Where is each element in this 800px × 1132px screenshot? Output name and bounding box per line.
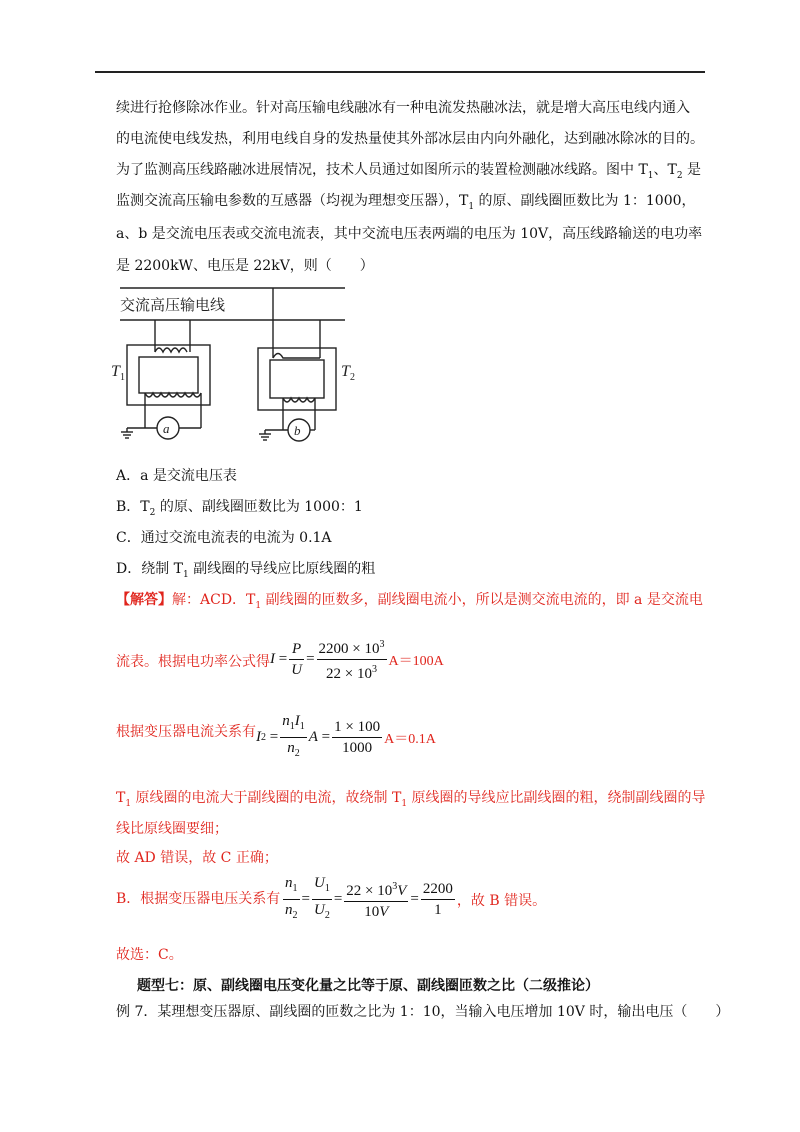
t2-label: T xyxy=(341,363,350,380)
option-d: D．绕制 $T_1$ 副线圈的导线应比原线圈的粗 xyxy=(116,561,376,580)
answer-line-4: $T_1$ 原线圈的电流大于副线圈的电流，故绕制 $T_1$ 原线圈的导线应比副线圈的粗，绕制副线圈的导 xyxy=(116,790,706,809)
equation-current-ratio: I 2 = $\frac{n_1I_1}{n_2}$ A = $\frac{1 \times 100}{1000}$ A＝0.1A xyxy=(256,713,436,759)
section-heading: 题型七：原、副线圈电压变化量之比等于原、副线圈匝数之比（二级推论） xyxy=(137,978,599,994)
problem-line-3: 为了监测高压线路融冰进展情况，技术人员通过如图所示的装置检测融冰线路。图中 $T_1$、$T_2$ 是 xyxy=(116,162,702,181)
problem-line-5: a、b 是交流电压表或交流电流表，其中交流电压表两端的电压为 10V，高压线路输送的电功率 xyxy=(116,226,703,242)
t1-label: T xyxy=(111,363,120,380)
figure-label: 交流高压输电线 xyxy=(120,296,226,314)
problem-line-1: 续进行抢修除冰作业。针对高压输电线融冰有一种电流发热融冰法，就是增大高压电线内通入 xyxy=(116,100,690,116)
meter-b-label: b xyxy=(294,423,301,438)
t2-core-inner xyxy=(270,360,324,398)
answer-line-1: 【解答】解：ACD．$T_1$ 副线圈的匝数多，副线圈电流小，所以是测交流电流的，即 a 是交流电 xyxy=(116,592,703,611)
answer-conclusion: 故选：C。 xyxy=(116,947,183,963)
example-7: 例 7．某理想变压器原、副线圈的匝数之比为 1：10，当输入电压增加 10V 时，输出电压（ ） xyxy=(116,1004,730,1020)
problem-line-4: 监测交流高压输电参数的互感器（均视为理想变压器），$T_1$ 的原、副线圈匝数比为 1：1000， xyxy=(116,193,696,212)
meter-a-label: a xyxy=(163,421,170,436)
t1-label-sub: 1 xyxy=(120,372,125,383)
t1-core-inner xyxy=(139,357,198,393)
answer-line-7: B．根据变压器电压关系有 xyxy=(116,891,281,907)
equation-power-current: I = $\frac{P}{U}$ = $\frac{2200 \times 10^3}{22 \times 10^3}$ A＝100A xyxy=(270,636,444,683)
option-a: A．a 是交流电压表 xyxy=(116,468,237,484)
option-c: C．通过交流电流表的电流为 0.1A xyxy=(116,530,332,546)
equation-voltage-ratio: $\frac{n_1}{n_2}$ = $\frac{U_1}{U_2}$ = $\frac{22 \times 10^3V}{10V}$ = $\frac{2200}{1}$ ，故 B 错误。 xyxy=(285,875,547,921)
answer-line-5: 线比原线圈要细； xyxy=(116,821,228,837)
t2-label-sub: 2 xyxy=(350,372,355,383)
answer-line-2: 流表。根据电功率公式得 xyxy=(116,654,270,670)
header-rule xyxy=(95,71,705,73)
problem-line-6: 是 2200kW、电压是 22kV，则（ ） xyxy=(116,258,374,274)
transformer-circuit-figure xyxy=(105,280,355,445)
answer-line-3: 根据变压器电流关系有 xyxy=(116,724,256,740)
answer-line-6: 故 AD 错误，故 C 正确； xyxy=(116,850,278,866)
problem-line-2: 的电流使电线发热，利用电线自身的发热量使其外部冰层由内向外融化，达到融冰除冰的目的。 xyxy=(116,131,704,147)
option-b: B．$T_2$ 的原、副线圈匝数比为 1000：1 xyxy=(116,499,363,518)
t1-primary-coil xyxy=(155,348,187,352)
